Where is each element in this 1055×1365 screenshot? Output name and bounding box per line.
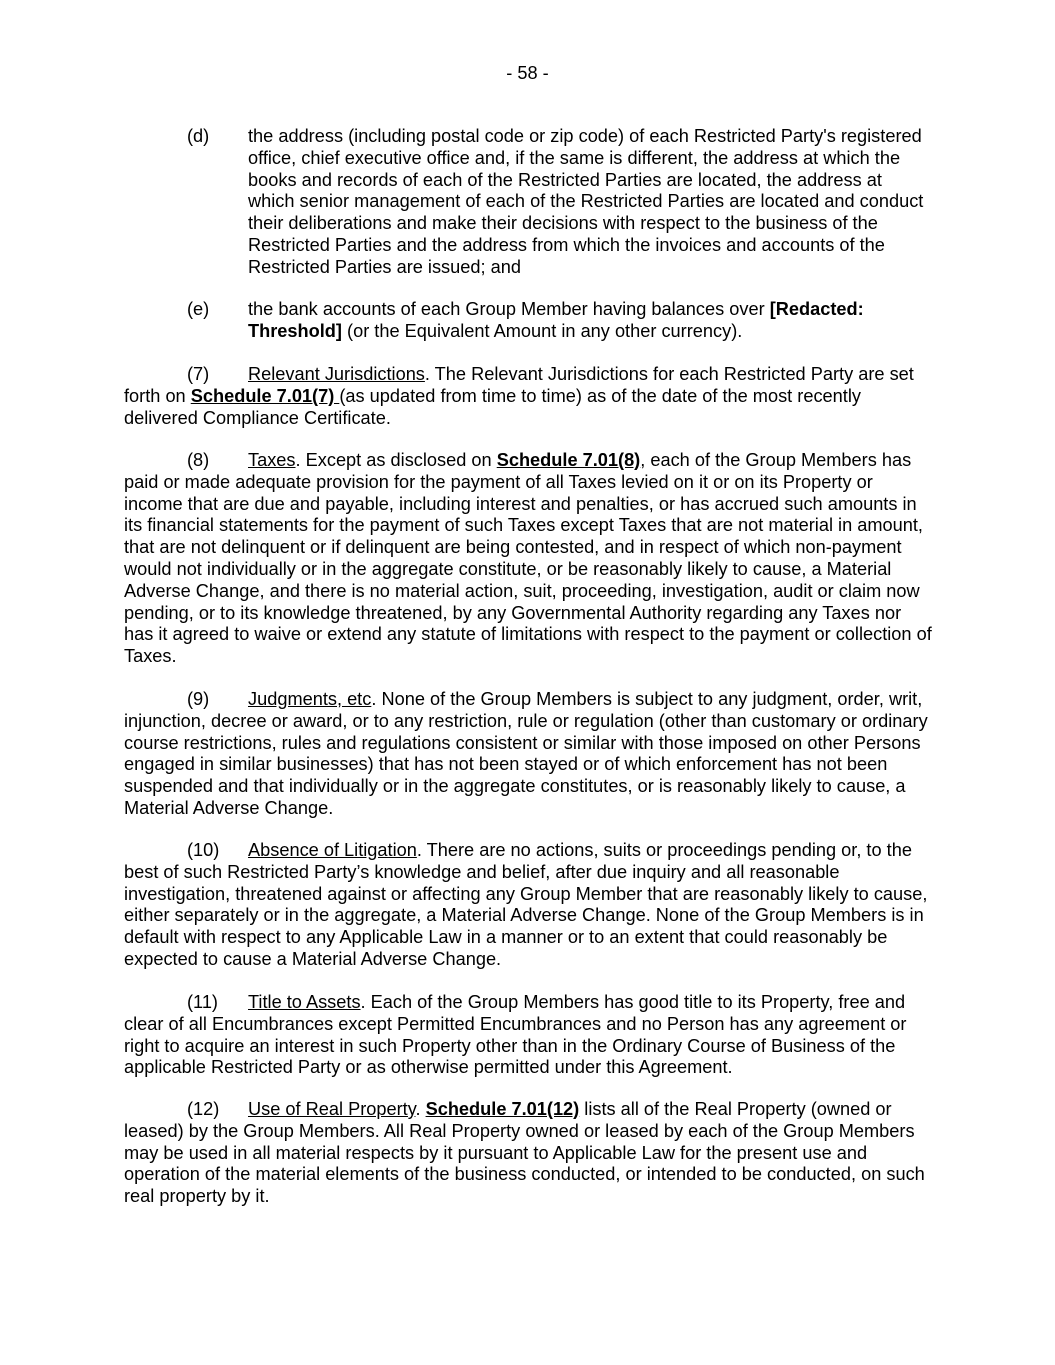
section-text: . The Relevant Jurisdictions for each Restricted Party are set forth on [124, 364, 914, 406]
section-title-to-assets: (11) Title to Assets. Each of the Group Members has good title to its Property, free and clear of all Encumbrances except Permitted Encumbrances and no Person has any agreement or right to acquire an interest in such Property other than in the Ordinary Course of Business of the applicable Restricted Party or as otherwise permitted under this Agreement. [124, 992, 907, 1078]
section-text: . Except as disclosed on [295, 450, 497, 470]
sub-item-text-before: the bank accounts of each Group Member having balances over [248, 299, 770, 319]
section-text: . [415, 1099, 426, 1119]
section-heading: Taxes [248, 450, 296, 470]
section-heading: Title to Assets [248, 992, 361, 1012]
section-use-of-real-property: (12) Use of Real Property. Schedule 7.01(12) lists all of the Real Property (owned or leased) by the Group Members. All Real Property owned or leased by each of the Group Members may be used in all material respects by it pursuant to Applicable Law for the present use and operation of the material elements of the business conducted, or intended to be conducted, on such real property by it. [124, 1099, 925, 1207]
section-absence-of-litigation: (10) Absence of Litigation. There are no actions, suits or proceedings pending or, to the best of such Restricted Party’s knowledge and belief, after due inquiry and all reasonable investigation, threatened against or affecting any Group Member that are reasonably likely to cause, either separately or in the aggregate, a Material Adverse Change. None of the Group Members is in default with respect to any Applicable Law in a manner or to an extent that could reasonably be expected to cause a Material Adverse Change. [124, 840, 928, 969]
schedule-reference: Schedule 7.01(7) [190, 385, 340, 406]
section-taxes: (8) Taxes. Except as disclosed on Schedule 7.01(8), each of the Group Members has paid or made adequate provision for the payment of all Taxes levied on it or on its Property or income that are due and payable, including interest and penalties, or has accrued such amounts in its financial statements for the payment of such Taxes except Taxes that are not material in amount, that are not delinquent or if delinquent are being contested, and in respect of which non-payment would not individually or in the aggregate constitute, or be reasonably likely to cause, a Material Adverse Change, and there is no material action, suit, proceeding, investigation, audit or claim now pending, or to its knowledge threatened, by any Governmental Authority regarding any Taxes nor has it agreed to waive or extend any statute of limitations with respect to the payment or collection of Taxes. [124, 450, 932, 667]
sub-item-label: (d) [187, 126, 210, 146]
section-heading: Absence of Litigation [248, 840, 417, 860]
sub-item-d [187, 126, 932, 279]
redacted-threshold: [Redacted: Threshold] [248, 299, 864, 341]
sub-item-text: the address (including postal code or zip code) of each Restricted Party's registered office, chief executive office and, if the same is different, the address at which the books and records of each of the Restricted Parties are located, the address at which senior management of each of the Restricted Parties are located and conduct their deliberations and make their decisions with respect to the business of the Restricted Parties and the address from which the invoices and accounts of the Restricted Parties are issued; and [248, 126, 924, 277]
section-relevant-jurisdictions: (7) Relevant Jurisdictions. The Relevant Jurisdictions for each Restricted Party are set forth on Schedule 7.01(7) (as updated from time to time) as of the date of the most recently delivered Compliance Certificate. [124, 364, 914, 428]
section-heading: Relevant Jurisdictions [248, 364, 425, 384]
sub-item-e [187, 299, 932, 343]
section-text: . Each of the Group Members has good title to its Property, free and clear of all Encumbrances except Permitted Encumbrances and no Person has any agreement or right to acquire an interest in such Property other than in the Ordinary Course of Business of the applicable Restricted Party or as otherwise permitted under this Agreement. [124, 992, 907, 1078]
section-judgments: (9) Judgments, etc. None of the Group Members is subject to any judgment, order, writ, injunction, decree or award, or to any restriction, rule or regulation (other than customary or ordinary course restrictions, rules and regulations consistent or similar with those imposed on other Persons engaged in similar businesses) that has not been stayed or of which enforcement has not been suspended and that individually or in the aggregate constitutes, or is reasonably likely to cause, a Material Adverse Change. [124, 689, 928, 818]
schedule-reference: Schedule 7.01(8) [496, 450, 641, 470]
sub-item-text [248, 299, 932, 343]
section-text: . None of the Group Members is subject to any judgment, order, writ, injunction, decree or award, or to any restriction, rule or regulation (other than customary or ordinary course restrictions, rules and regulations consistent or similar with those imposed on other Persons engaged in similar businesses) that has not been stayed or of which enforcement has not been suspended and that individually or in the aggregate constitutes, or is reasonably likely to cause, a Material Adverse Change. [124, 689, 928, 818]
section-heading: Use of Real Property [248, 1099, 416, 1119]
section-text: , each of the Group Members has paid or made adequate provision for the payment of all Taxes levied on it or on its Property or income that are due and payable, including interest and penalties, or has accrued such amounts in its financial statements for the payment of such Taxes except Taxes that are not material in amount, that are not delinquent or if delinquent are being contested, and in respect of which non-payment would not individually or in the aggregate constitute, or be reasonably likely to cause, a Material Adverse Change, and there is no material action, suit, proceeding, investigation, audit or claim now pending, or to its knowledge threatened, by any Governmental Authority regarding any Taxes nor has it agreed to waive or extend any statute of limitations with respect to the payment or collection of Taxes. [124, 450, 932, 667]
page-number: - 58 - [506, 63, 549, 83]
section-text: . There are no actions, suits or proceedings pending or, to the best of such Restricted Party’s knowledge and belief, after due inquiry and all reasonable investigation, threatened against or affecting any Group Member that are reasonably likely to cause, either separately or in the aggregate, a Material Adverse Change. None of the Group Members is in default with respect to any Applicable Law in a manner or to an extent that could reasonably be expected to cause a Material Adverse Change. [124, 840, 928, 969]
sub-item-label: (e) [187, 299, 210, 319]
section-text: lists all of the Real Property (owned or leased) by the Group Members. All Real Property owned or leased by each of the Group Members may be used in all material respects by it pursuant to Applicable Law for the present use and operation of the material elements of the business conducted, or intended to be conducted, on such real property by it. [124, 1099, 925, 1207]
sub-item-text-after: (or the Equivalent Amount in any other currency). [341, 320, 743, 341]
section-heading: Judgments, etc [248, 689, 372, 709]
section-text: (as updated from time to time) as of the date of the most recently delivered Compliance Certificate. [124, 385, 861, 428]
schedule-reference: Schedule 7.01(12) [425, 1099, 580, 1119]
